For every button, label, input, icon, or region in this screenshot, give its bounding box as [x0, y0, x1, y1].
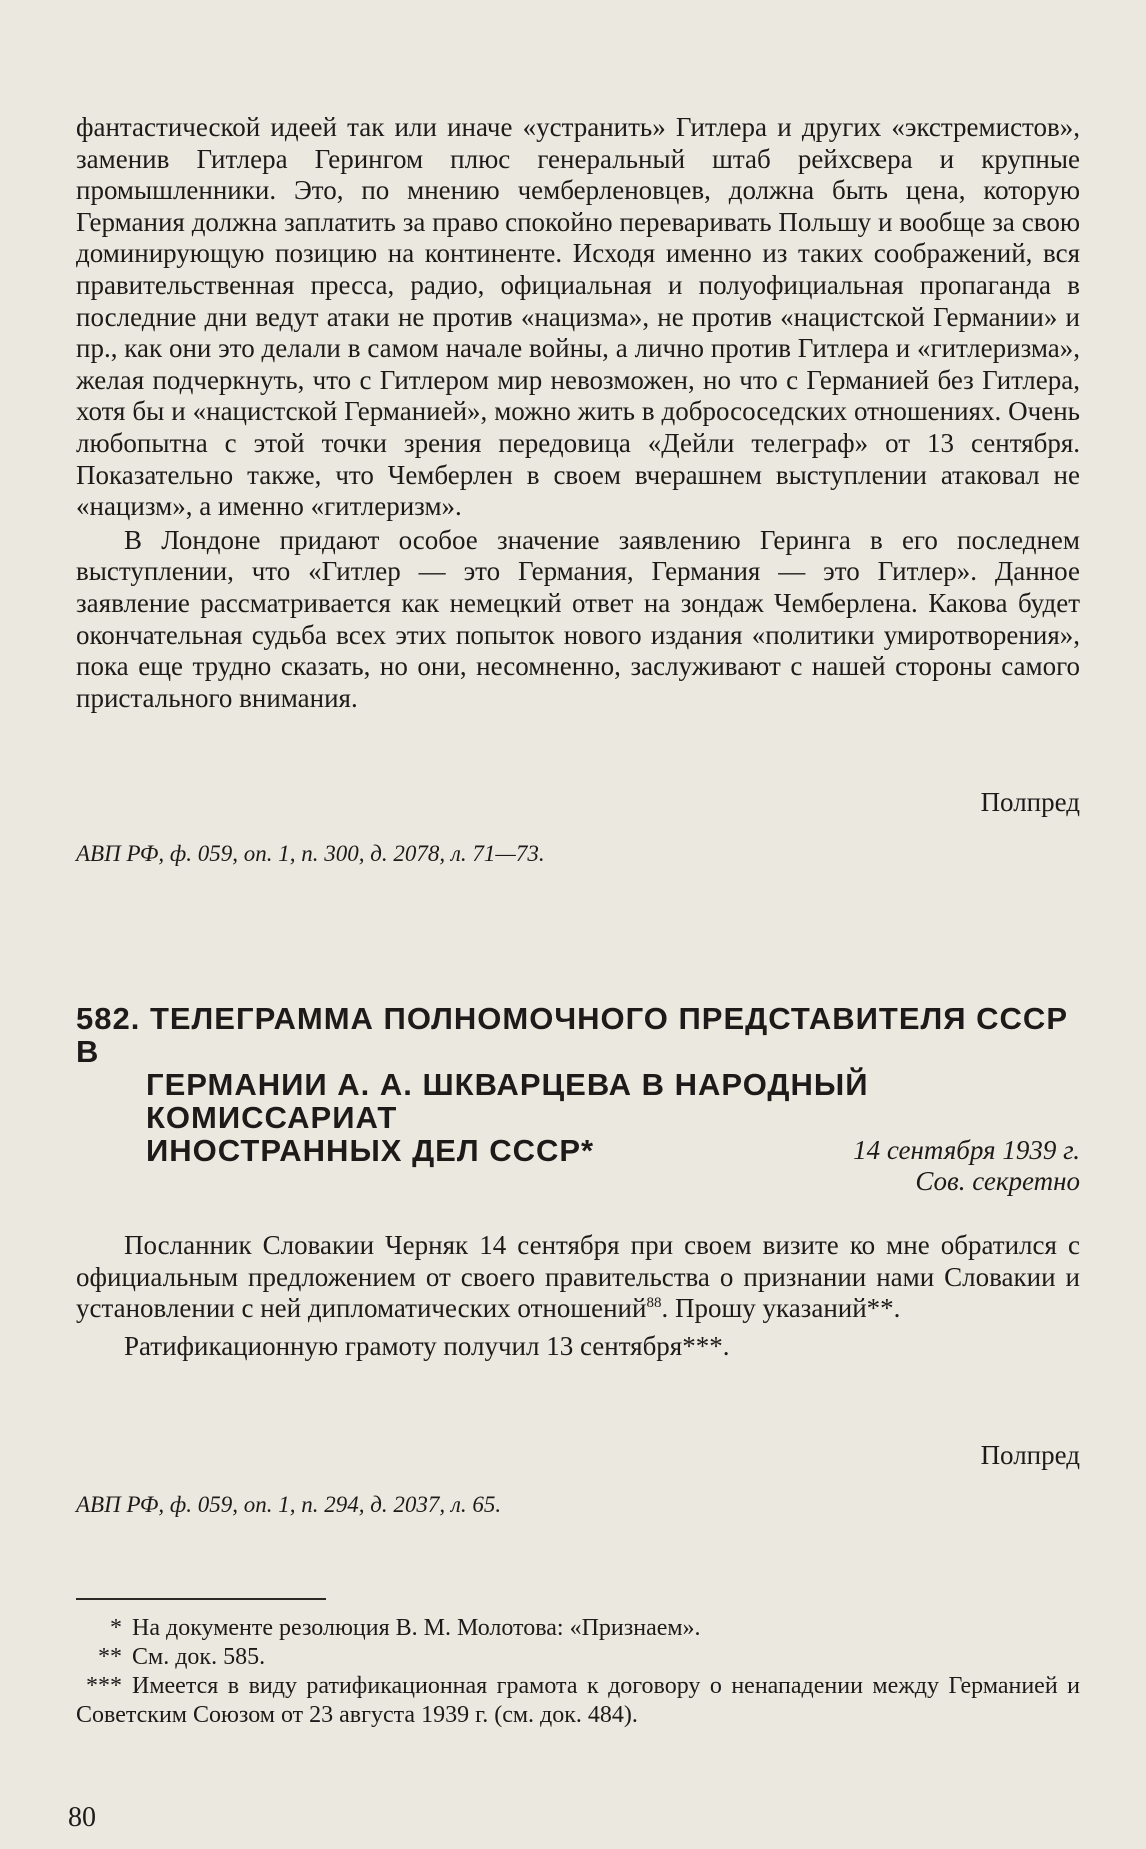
- classification-stamp: Сов. секретно: [915, 1166, 1080, 1196]
- signature-polpred: Полпред: [980, 787, 1080, 817]
- footnote: [76, 1672, 1080, 1730]
- document-dateline: [76, 1135, 1080, 1197]
- heading-line: 582. ТЕЛЕГРАММА ПОЛНОМОЧНОГО ПРЕДСТАВИТЕЛЯ СССР В: [76, 1001, 1069, 1069]
- main-text: [76, 112, 1080, 714]
- footnote-divider: [76, 1598, 326, 1600]
- archive-reference: АВП РФ, ф. 059, оп. 1, п. 300, д. 2078, л. 71—73.: [76, 841, 545, 866]
- archive-ref-2-block: [76, 1491, 1080, 1519]
- heading-line: ИНОСТРАННЫХ ДЕЛ СССР*: [146, 1133, 595, 1168]
- footnote-text: См. док. 585.: [132, 1644, 266, 1670]
- paragraph-text-end: . Прошу указаний**.: [661, 1293, 901, 1324]
- footnote-text: Имеется в виду ратификационная грамота к договору о ненападении между Германией и Советским Союзом от 23 августа 1939 г. (см. док. 484).: [76, 1673, 1080, 1728]
- footnote: [76, 1614, 1080, 1643]
- footnote-mark: *: [110, 1615, 122, 1641]
- paragraph-continuation: фантастической идеей так или иначе «устранить» Гитлера и других «экстремистов», заменив Гитлера Герингом плюс генеральный штаб рейхсвера и крупные промышленники. Это, по мнению чемберленовцев, должна быть цена, которую Германия должна заплатить за право спокойно переваривать Польшу и вообще за свою доминирующую позицию на континенте. Исходя именно из таких соображений, вся правительственная пресса, радио, официальная и полуофициальная пропаганда в последние дни ведут атаки не против «нацизма», не против «нацистской Германии» и пр., как они это делали в самом начале войны, а лично против Гитлера и «гитлеризма», желая подчеркнуть, что с Гитлером мир невозможен, но что с Германией без Гитлера, хотя бы и «нацистской Германией», можно жить в добрососедских отношениях. Очень любопытна с этой точки зрения передовица «Дейли телеграф» от 13 сентября. Показательно также, что Чемберлен в своем вчерашнем выступлении атаковал не «нацизм», а именно «гитлеризм».: [76, 112, 1080, 522]
- footnote: [76, 1643, 1080, 1672]
- archive-reference: АВП РФ, ф. 059, оп. 1, п. 294, д. 2037, л. 65.: [76, 1492, 502, 1517]
- document-date: 14 сентября 1939 г.: [853, 1135, 1080, 1165]
- paragraph-slovakia: [76, 1230, 1080, 1325]
- footnotes: [76, 1614, 1080, 1730]
- document-582-body: [76, 1230, 1080, 1362]
- paragraph-text: Посланник Словакии Черняк 14 сентября при своем визите ко мне обратился с официальным предложением от своего правительства о признании нами Словакии и установлении с ней дипломатических отношений: [76, 1230, 1080, 1324]
- heading-line: ГЕРМАНИИ А. А. ШКВАРЦЕВА В НАРОДНЫЙ КОМИССАРИАТ: [146, 1067, 869, 1135]
- signature-block-1: [76, 787, 1080, 818]
- footnote-mark: ***: [86, 1673, 122, 1699]
- endnote-reference: 88: [646, 1295, 662, 1312]
- footnote-text: На документе резолюция В. М. Молотова: «Признаем».: [132, 1615, 701, 1641]
- page-number: 80: [68, 1802, 96, 1833]
- archive-ref-1-block: [76, 840, 1080, 868]
- footnote-mark: **: [98, 1644, 122, 1670]
- signature-block-2: [76, 1440, 1080, 1471]
- paragraph-london: В Лондоне придают особое значение заявлению Геринга в его последнем выступлении, что «Гитлер — это Германия, Германия — это Гитлер». Данное заявление рассматривается как немецкий ответ на зондаж Чемберлена. Какова будет окончательная судьба всех этих попыток нового издания «политики умиротворения», пока еще трудно сказать, но они, несомненно, заслуживают с нашей стороны самого пристального внимания.: [76, 524, 1080, 713]
- signature-polpred: Полпред: [980, 1440, 1080, 1470]
- paragraph-ratification: Ратификационную грамоту получил 13 сентября***.: [124, 1330, 730, 1361]
